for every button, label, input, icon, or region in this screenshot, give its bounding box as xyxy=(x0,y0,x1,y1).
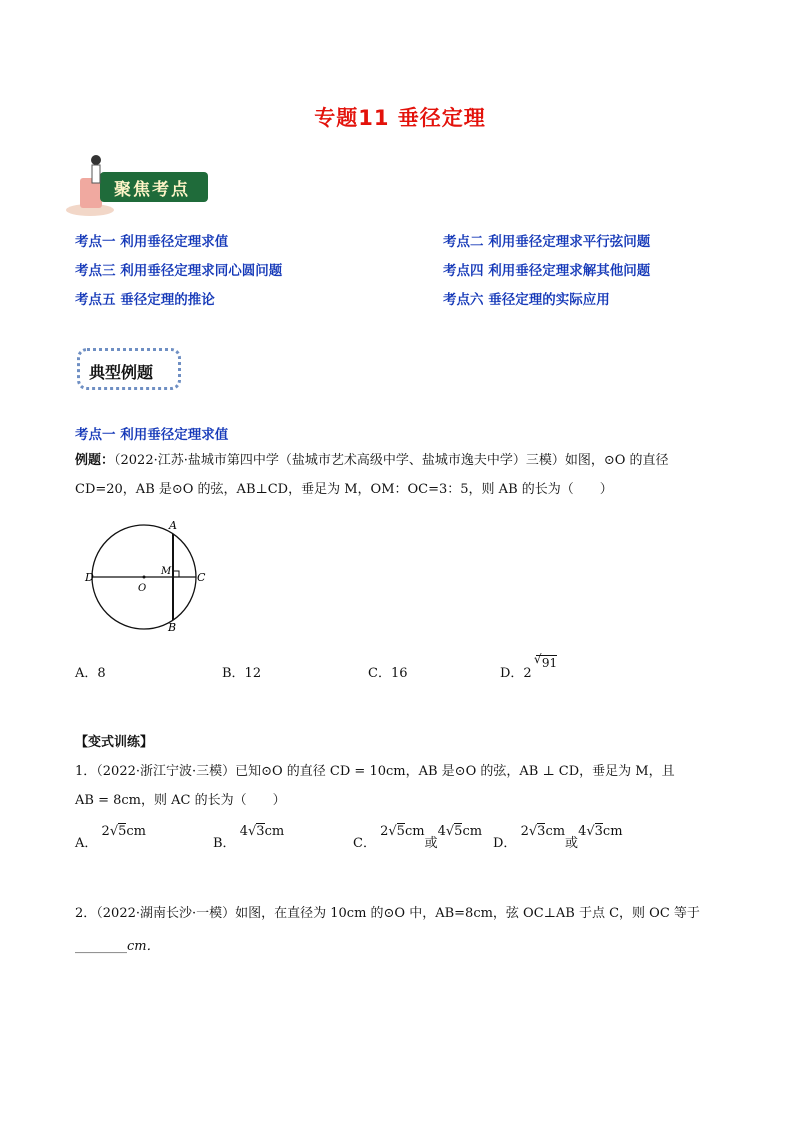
q1-d-rad2: 3 xyxy=(594,824,603,839)
radical-sign-icon: √ xyxy=(247,824,257,839)
example-line-1 xyxy=(75,451,735,471)
kaodian-5: 考点五 垂径定理的推论 xyxy=(75,292,215,308)
q1-option-a xyxy=(75,824,146,851)
example-text-1: （2022·江苏·盐城市第四中学（盐城市艺术高级中学、盐城市逸夫中学）三模）如图，⊙O 的直径 xyxy=(114,453,669,468)
q2-answer-blank[interactable]: ________ xyxy=(75,939,127,954)
q1-d-label: D． xyxy=(493,836,517,851)
q1-line-1: 1．（2022·浙江宁波·三模）已知⊙O 的直径 CD = 10cm，AB 是⊙O 的弦，AB ⊥ CD，垂足为 M，且 xyxy=(75,764,675,779)
radical-sign-icon: √ xyxy=(388,824,397,839)
q1-b-rad: 3 xyxy=(256,824,265,839)
example-option-d xyxy=(500,652,558,681)
person-body-icon xyxy=(92,165,100,183)
kaodian-3: 考点三 利用垂径定理求同心圆问题 xyxy=(75,263,283,279)
radical-sign-icon: √ xyxy=(109,824,119,839)
radical-sign-icon: √ xyxy=(586,824,595,839)
q2-line-2 xyxy=(75,937,160,957)
kaodian-4: 考点四 利用垂径定理求解其他问题 xyxy=(443,263,651,279)
q1-d-value-1 xyxy=(521,824,565,839)
label-m: M xyxy=(161,566,172,577)
q1-b-coef: 4 xyxy=(239,824,248,839)
focus-banner xyxy=(62,150,212,220)
example-option-b: B．12 xyxy=(222,666,262,681)
label-o: O xyxy=(138,583,147,594)
page-title: 专题11 垂径定理 xyxy=(314,106,486,130)
label-c: C xyxy=(197,571,206,584)
kaodian-6: 考点六 垂径定理的实际应用 xyxy=(443,292,610,308)
q1-c-unit1: cm xyxy=(404,824,425,839)
q1-d-unit2: cm xyxy=(602,824,623,839)
center-point xyxy=(143,576,146,579)
banner-label: 聚焦考点 xyxy=(114,180,190,200)
q1-d-coef1: 2 xyxy=(520,824,529,839)
kaodian-1: 考点一 利用垂径定理求值 xyxy=(75,234,229,250)
radical-sign-icon: √ xyxy=(533,652,542,666)
q1-a-rad: 5 xyxy=(118,824,127,839)
label-a: A xyxy=(169,519,177,532)
q1-option-c xyxy=(353,824,483,851)
q1-c-value-2 xyxy=(438,824,482,839)
option-d-radicand: 91 xyxy=(541,656,558,670)
q1-c-value-1 xyxy=(380,824,424,839)
q1-line-2: AB = 8cm，则 AC 的长为（ ） xyxy=(75,793,286,808)
q1-b-value xyxy=(240,824,284,839)
person-head-icon xyxy=(91,155,101,165)
section-heading: 考点一 利用垂径定理求值 xyxy=(75,427,229,443)
q1-c-rad1: 5 xyxy=(396,824,405,839)
variant-training-heading: 【变式训练】 xyxy=(75,735,154,750)
q1-a-unit: cm xyxy=(126,824,146,839)
q1-a-value xyxy=(102,824,146,839)
radical-sign-icon: √ xyxy=(528,824,538,839)
q1-c-unit2: cm xyxy=(462,824,483,839)
q1-c-label: C． xyxy=(353,836,376,851)
q1-option-d xyxy=(493,824,623,851)
label-d: D xyxy=(85,571,94,584)
example-option-c: C．16 xyxy=(368,666,408,681)
sqrt-91 xyxy=(533,652,558,670)
circle-figure xyxy=(82,515,222,640)
q1-d-unit1: cm xyxy=(545,824,566,839)
q1-c-coef1: 2 xyxy=(380,824,389,839)
q1-c-rad2: 5 xyxy=(454,824,463,839)
q1-b-unit: cm xyxy=(264,824,285,839)
kaodian-2: 考点二 利用垂径定理求平行弦问题 xyxy=(443,234,651,250)
q1-d-coef2: 4 xyxy=(578,824,587,839)
q1-option-b xyxy=(213,824,285,851)
q1-d-or: 或 xyxy=(565,836,579,851)
label-b: B xyxy=(168,621,177,634)
q1-d-rad1: 3 xyxy=(537,824,546,839)
example-line-2: CD=20，AB 是⊙O 的弦，AB⊥CD，垂足为 M，OM：OC=3：5，则 AB 的长为（ ） xyxy=(75,482,613,497)
q1-c-coef2: 4 xyxy=(437,824,446,839)
typical-examples-label: 典型例题 xyxy=(89,363,154,382)
q1-c-or: 或 xyxy=(424,836,438,851)
q2-line-1: 2．（2022·湖南长沙·一模）如图，在直径为 10cm 的⊙O 中，AB=8cm，弦 OC⊥AB 于点 C，则 OC 等于 xyxy=(75,906,700,921)
example-label: 例题： xyxy=(75,453,115,468)
q2-unit: cm． xyxy=(127,939,160,954)
q1-a-label: A． xyxy=(75,836,98,851)
q1-a-coef: 2 xyxy=(101,824,110,839)
option-d-prefix: D．2 xyxy=(500,666,532,681)
q1-b-label: B． xyxy=(213,836,236,851)
q1-d-value-2 xyxy=(578,824,622,839)
example-option-a: A．8 xyxy=(75,666,106,681)
radical-sign-icon: √ xyxy=(445,824,455,839)
